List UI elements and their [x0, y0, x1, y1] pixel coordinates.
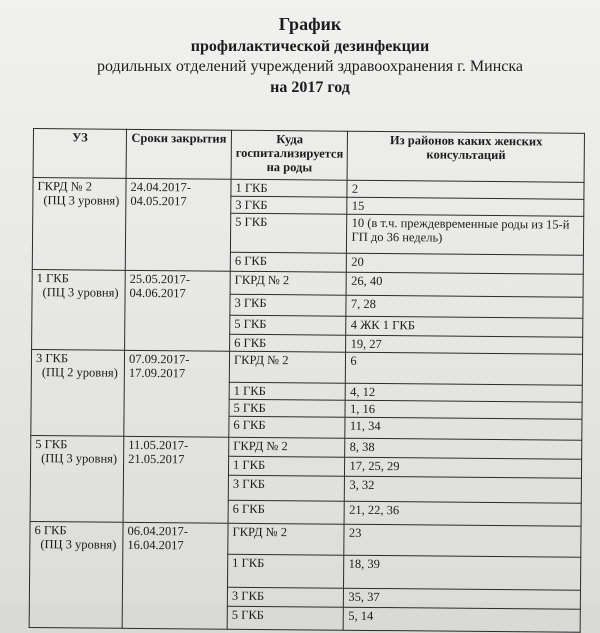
districts-cell: 6: [346, 352, 583, 385]
document-year: на 2017 год: [270, 79, 350, 96]
destination-cell: 3 ГКБ: [228, 475, 345, 501]
districts-cell: 4, 12: [346, 383, 583, 402]
table-row: [31, 349, 582, 385]
destination-cell: 5 ГКБ: [230, 213, 347, 253]
destination-cell: 1 ГКБ: [231, 179, 348, 197]
districts-cell: 19, 27: [346, 335, 583, 354]
document-subtitle-institutions: родильных отделений учреждений здравоохранения г. Минска: [97, 58, 523, 75]
uz-cell: [31, 349, 125, 436]
destination-cell: 5 ГКБ: [227, 606, 344, 630]
table-header-row: [33, 129, 584, 183]
column-header-uz: УЗ: [33, 129, 126, 179]
districts-cell: 4 ЖК 1 ГКБ: [346, 316, 583, 337]
destination-cell: 1 ГКБ: [228, 554, 345, 588]
districts-cell: 3, 32: [345, 476, 582, 503]
disinfection-schedule-table: [29, 128, 585, 633]
districts-cell: 17, 25, 29: [345, 457, 582, 478]
destination-cell: 6 ГКБ: [230, 334, 347, 352]
uz-name: 1 ГКБ: [36, 271, 69, 286]
destination-cell: 3 ГКБ: [227, 587, 344, 607]
districts-cell: 8, 38: [345, 438, 582, 459]
table-row: [32, 269, 583, 297]
column-header-districts: Из районов каких женских консультаций: [348, 131, 585, 182]
table-body: [29, 178, 584, 633]
uz-name: 6 ГКБ: [34, 523, 67, 538]
uz-level: (ПЦ 2 уровня): [41, 365, 118, 380]
districts-cell: 1, 16: [345, 400, 582, 419]
districts-cell: 11, 34: [345, 417, 582, 440]
destination-cell: 3 ГКБ: [230, 294, 347, 316]
districts-cell: 10 (в т.ч. преждевременные роды из 15-й ГП до 36 недель): [347, 214, 584, 255]
closing-dates-cell: 11.05.2017-21.05.2017: [123, 436, 229, 523]
closing-dates-cell: 06.04.2017-16.04.2017: [122, 522, 228, 629]
closing-dates-cell: 25.05.2017-04.06.2017: [125, 270, 231, 351]
column-header-destination: Куда госпитализируется на роды: [231, 130, 348, 180]
uz-name: ГКРД № 2: [37, 179, 93, 194]
districts-cell: 20: [347, 253, 584, 274]
uz-cell: [30, 435, 124, 522]
destination-cell: 1 ГКБ: [228, 456, 345, 476]
uz-level: (ПЦ 3 уровня): [43, 193, 120, 208]
destination-cell: 6 ГКБ: [230, 252, 347, 272]
table-row: [31, 435, 582, 459]
districts-cell: 26, 40: [347, 272, 584, 297]
destination-cell: ГКРД № 2: [229, 351, 346, 383]
table-row: [30, 521, 581, 557]
uz-name: 3 ГКБ: [35, 351, 69, 366]
uz-level: (ПЦ 3 уровня): [41, 451, 118, 466]
destination-cell: 6 ГКБ: [228, 500, 345, 524]
destination-cell: ГКРД № 2: [230, 271, 347, 295]
destination-cell: 3 ГКБ: [231, 196, 348, 214]
destination-cell: 5 ГКБ: [230, 315, 347, 335]
districts-cell: 15: [347, 197, 584, 216]
document-title: График: [278, 14, 342, 34]
destination-cell: 1 ГКБ: [229, 382, 346, 400]
districts-cell: 18, 39: [344, 555, 581, 590]
closing-dates-cell: 24.04.2017-04.05.2017: [125, 178, 231, 271]
uz-level: (ПЦ 3 уровня): [42, 285, 119, 300]
districts-cell: 7, 28: [346, 295, 583, 318]
uz-name: 5 ГКБ: [35, 437, 68, 452]
uz-cell: [29, 521, 123, 628]
closing-dates-cell: 07.09.2017-17.09.2017: [124, 350, 230, 437]
uz-cell: [32, 178, 126, 271]
districts-cell: 5, 14: [344, 607, 581, 632]
destination-cell: 5 ГКБ: [229, 399, 346, 417]
column-header-closing-dates: Сроки закрытия: [126, 129, 231, 179]
uz-level: (ПЦ 3 уровня): [40, 537, 117, 552]
districts-cell: 21, 22, 36: [345, 501, 582, 526]
destination-cell: ГКРД № 2: [229, 437, 346, 457]
uz-cell: [32, 269, 126, 350]
districts-cell: 35, 37: [344, 588, 581, 609]
document-subtitle: профилактической дезинфекции: [190, 38, 430, 55]
destination-cell: ГКРД № 2: [228, 523, 345, 555]
districts-cell: 2: [347, 180, 584, 199]
destination-cell: 6 ГКБ: [229, 416, 346, 438]
districts-cell: 23: [344, 524, 581, 557]
